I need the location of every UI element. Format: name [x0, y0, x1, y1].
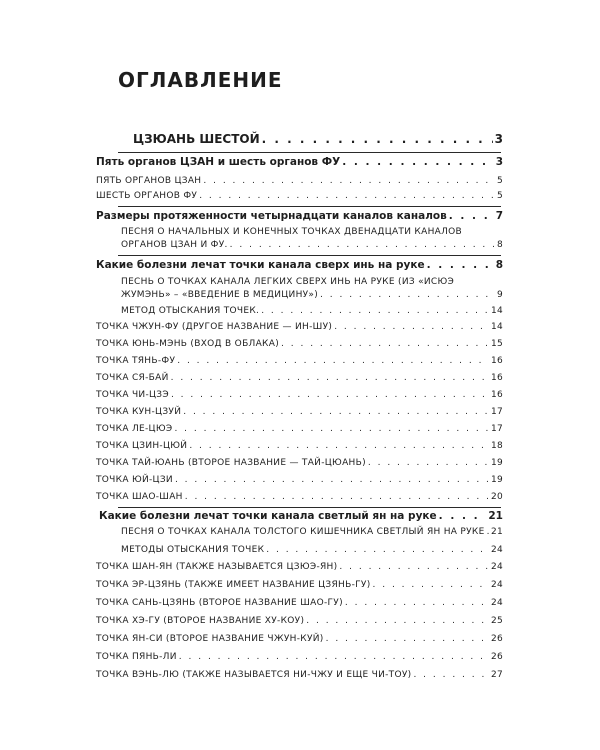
leader-dots: [487, 527, 489, 537]
toc-entry[interactable]: [96, 562, 503, 572]
toc-entry-text: ПЕСНЯ О ТОЧКАХ КАНАЛА ТОЛСТОГО КИШЕЧНИКА СВЕТЛЫЙ ЯН НА РУКЕ: [121, 527, 485, 537]
toc-entry-page: 5: [496, 191, 503, 201]
toc-entry-page: 16: [490, 390, 503, 400]
toc-entry-page: 5: [496, 176, 503, 186]
leader-dots: [171, 373, 489, 383]
leader-dots: [175, 475, 489, 485]
toc-entry-section[interactable]: [96, 156, 503, 168]
toc-entry[interactable]: [96, 356, 503, 366]
toc-entry[interactable]: [96, 458, 503, 468]
toc-entry-page: 24: [490, 545, 503, 555]
toc-entry-text: ТОЧКА ШАН-ЯН (ТАКЖЕ НАЗЫВАЕТСЯ ЦЗЮЭ-ЯН): [96, 562, 338, 572]
toc-entry-page: 17: [490, 424, 503, 434]
toc-entry-text: МЕТОДЫ ОТЫСКАНИЯ ТОЧЕК: [121, 545, 265, 555]
toc-entry-text: ТОЧКА ТЯНЬ-ФУ: [96, 356, 176, 366]
leader-dots: [261, 306, 489, 316]
toc-entry-text: ПЕСНЯ О НАЧАЛЬНЫХ И КОНЕЧНЫХ ТОЧКАХ ДВЕНАДЦАТИ КАНАЛОВ: [121, 227, 463, 237]
section-divider: [118, 152, 501, 153]
toc-entry-multiline[interactable]: [121, 276, 503, 302]
toc-entry-section[interactable]: [96, 210, 503, 222]
toc-entry[interactable]: [96, 322, 503, 332]
toc-entry[interactable]: [96, 670, 503, 680]
toc-entry-section[interactable]: [99, 510, 503, 522]
leader-dots: [306, 616, 489, 626]
leader-dots: [189, 441, 489, 451]
toc-entry-text: ТОЧКА КУН-ЦЗУЙ: [96, 407, 182, 417]
toc-entry[interactable]: [121, 545, 503, 555]
toc-entry-page: 3: [494, 132, 503, 146]
toc-entry[interactable]: [96, 176, 503, 186]
leader-dots: [334, 322, 489, 332]
toc-entry[interactable]: [96, 424, 503, 434]
toc-entry-page: 8: [496, 240, 503, 250]
leader-dots: [185, 492, 489, 502]
toc-entry[interactable]: [96, 191, 503, 201]
toc-entry-text: ТОЧКА ЮЙ-ЦЗИ: [96, 475, 173, 485]
leader-dots: [449, 210, 494, 222]
leader-dots: [427, 259, 494, 271]
toc-entry-page: 25: [490, 616, 503, 626]
leader-dots: [174, 424, 488, 434]
toc-entry-section[interactable]: [96, 259, 503, 271]
toc-entry-page: 19: [490, 458, 503, 468]
toc-entry-text: ПЕСНЬ О ТОЧКАХ КАНАЛА ЛЕГКИХ СВЕРХ ИНЬ НА РУКЕ (ИЗ «ИСЮЭ: [121, 277, 455, 287]
toc-entry-page: 27: [490, 670, 503, 680]
leader-dots: [199, 191, 495, 201]
toc-entry-text: ТОЧКА ЛЕ-ЦЮЭ: [96, 424, 173, 434]
toc-entry-page: 14: [490, 322, 503, 332]
toc-entry-page: 16: [490, 356, 503, 366]
leader-dots: [203, 176, 495, 186]
toc-entry-page: 21: [490, 527, 503, 537]
toc-entry-text: Какие болезни лечат точки канала сверх инь на руке: [96, 259, 425, 271]
toc-entry[interactable]: [96, 339, 503, 349]
toc-entry-text: ТОЧКА ТАЙ-ЮАНЬ (ВТОРОЕ НАЗВАНИЕ — ТАЙ-ЦЮАНЬ): [96, 458, 366, 468]
leader-dots: [339, 562, 489, 572]
toc-entry-multiline[interactable]: [121, 226, 503, 252]
toc-entry-page: 24: [490, 598, 503, 608]
toc-entry[interactable]: [96, 390, 503, 400]
toc-entry-text: ПЯТЬ ОРГАНОВ ЦЗАН: [96, 176, 202, 186]
toc-entry-text: ТОЧКА ЧЖУН-ФУ (ДРУГОЕ НАЗВАНИЕ — ИН-ШУ): [96, 322, 333, 332]
toc-entry-page: 20: [490, 492, 503, 502]
toc-entry-chapter[interactable]: [133, 132, 503, 146]
toc-entry-text: ТОЧКА ЭР-ЦЗЯНЬ (ТАКЖЕ ИМЕЕТ НАЗВАНИЕ ЦЗЯНЬ-ГУ): [96, 580, 371, 590]
toc-entry[interactable]: [96, 580, 503, 590]
toc-entry-page: 26: [490, 634, 503, 644]
toc-entry-text-cont: ОРГАНОВ ЦЗАН И ФУ.: [121, 240, 228, 250]
toc-entry[interactable]: [96, 492, 503, 502]
toc-entry[interactable]: [121, 527, 503, 537]
toc-entry[interactable]: [96, 407, 503, 417]
toc-entry-text: ЦЗЮАНЬ ШЕСТОЙ: [133, 132, 260, 146]
section-divider: [118, 255, 501, 256]
toc-entry[interactable]: [96, 475, 503, 485]
toc-entry-page: 18: [490, 441, 503, 451]
toc-entry-text: ТОЧКА СЯ-БАЙ: [96, 373, 169, 383]
toc-entry-text: ШЕСТЬ ОРГАНОВ ФУ: [96, 191, 198, 201]
toc-entry-text: ТОЧКА ЦЗИН-ЦЮЙ: [96, 441, 188, 451]
leader-dots: [183, 407, 489, 417]
toc-entry-text: Размеры протяженности четырнадцати каналов каналов: [96, 210, 447, 222]
toc-entry-page: 9: [496, 290, 503, 300]
leader-dots: [345, 598, 489, 608]
toc-entry-text: ТОЧКА ВЭНЬ-ЛЮ (ТАКЖЕ НАЗЫВАЕТСЯ НИ-ЧЖУ И ЕЩЕ ЧИ-ТОУ): [96, 670, 412, 680]
toc-entry-page: 16: [490, 373, 503, 383]
toc-entry-text-cont: ЖУМЭНЬ» – «ВВЕДЕНИЕ В МЕДИЦИНУ»): [121, 290, 319, 300]
toc-entry[interactable]: [96, 598, 503, 608]
leader-dots: [439, 510, 487, 522]
toc-entry-page: 3: [495, 156, 503, 168]
toc-entry[interactable]: [121, 306, 503, 316]
leader-dots: [320, 289, 495, 302]
leader-dots: [262, 132, 493, 146]
leader-dots: [266, 545, 489, 555]
toc-entry-text: ТОЧКА ЯН-СИ (ВТОРОЕ НАЗВАНИЕ ЧЖУН-КУЙ): [96, 634, 324, 644]
leader-dots: [281, 339, 489, 349]
toc-entry-page: 15: [490, 339, 503, 349]
leader-dots: [368, 458, 489, 468]
page-title: ОГЛАВЛЕНИЕ: [118, 68, 283, 92]
toc-entry-page: 24: [490, 562, 503, 572]
leader-dots: [177, 356, 489, 366]
toc-entry[interactable]: [96, 373, 503, 383]
toc-entry-page: 17: [490, 407, 503, 417]
toc-entry[interactable]: [96, 634, 503, 644]
toc-entry-page: 21: [488, 510, 503, 522]
leader-dots: [230, 239, 495, 252]
toc-entry[interactable]: [96, 652, 503, 662]
leader-dots: [373, 580, 489, 590]
toc-entry[interactable]: [96, 616, 503, 626]
leader-dots: [171, 390, 489, 400]
toc-entry-text: ТОЧКА ШАО-ШАН: [96, 492, 183, 502]
toc-entry-text: МЕТОД ОТЫСКАНИЯ ТОЧЕК.: [121, 306, 260, 316]
section-divider: [118, 206, 501, 207]
toc-entry-page: 8: [495, 259, 503, 271]
toc-entry-page: 26: [490, 652, 503, 662]
toc-entry-text: ТОЧКА ПЯНЬ-ЛИ: [96, 652, 177, 662]
toc-entry-text: ТОЧКА ЧИ-ЦЗЭ: [96, 390, 169, 400]
leader-dots: [342, 156, 493, 168]
toc-entry[interactable]: [96, 441, 503, 451]
leader-dots: [413, 670, 488, 680]
leader-dots: [179, 652, 489, 662]
toc-entry-page: 19: [490, 475, 503, 485]
toc-entry-text: Пять органов ЦЗАН и шесть органов ФУ: [96, 156, 341, 168]
toc-entry-text: ТОЧКА САНЬ-ЦЗЯНЬ (ВТОРОЕ НАЗВАНИЕ ШАО-ГУ): [96, 598, 343, 608]
toc-entry-page: 7: [495, 210, 503, 222]
section-divider: [118, 507, 501, 508]
toc-entry-page: 24: [490, 580, 503, 590]
toc-entry-text: ТОЧКА ХЭ-ГУ (ВТОРОЕ НАЗВАНИЕ ХУ-КОУ): [96, 616, 305, 626]
toc-entry-text: Какие болезни лечат точки канала светлый ян на руке: [99, 510, 437, 522]
toc-entry-text: ТОЧКА ЮНЬ-МЭНЬ (ВХОД В ОБЛАКА): [96, 339, 280, 349]
leader-dots: [326, 634, 489, 644]
toc-entry-page: 14: [490, 306, 503, 316]
